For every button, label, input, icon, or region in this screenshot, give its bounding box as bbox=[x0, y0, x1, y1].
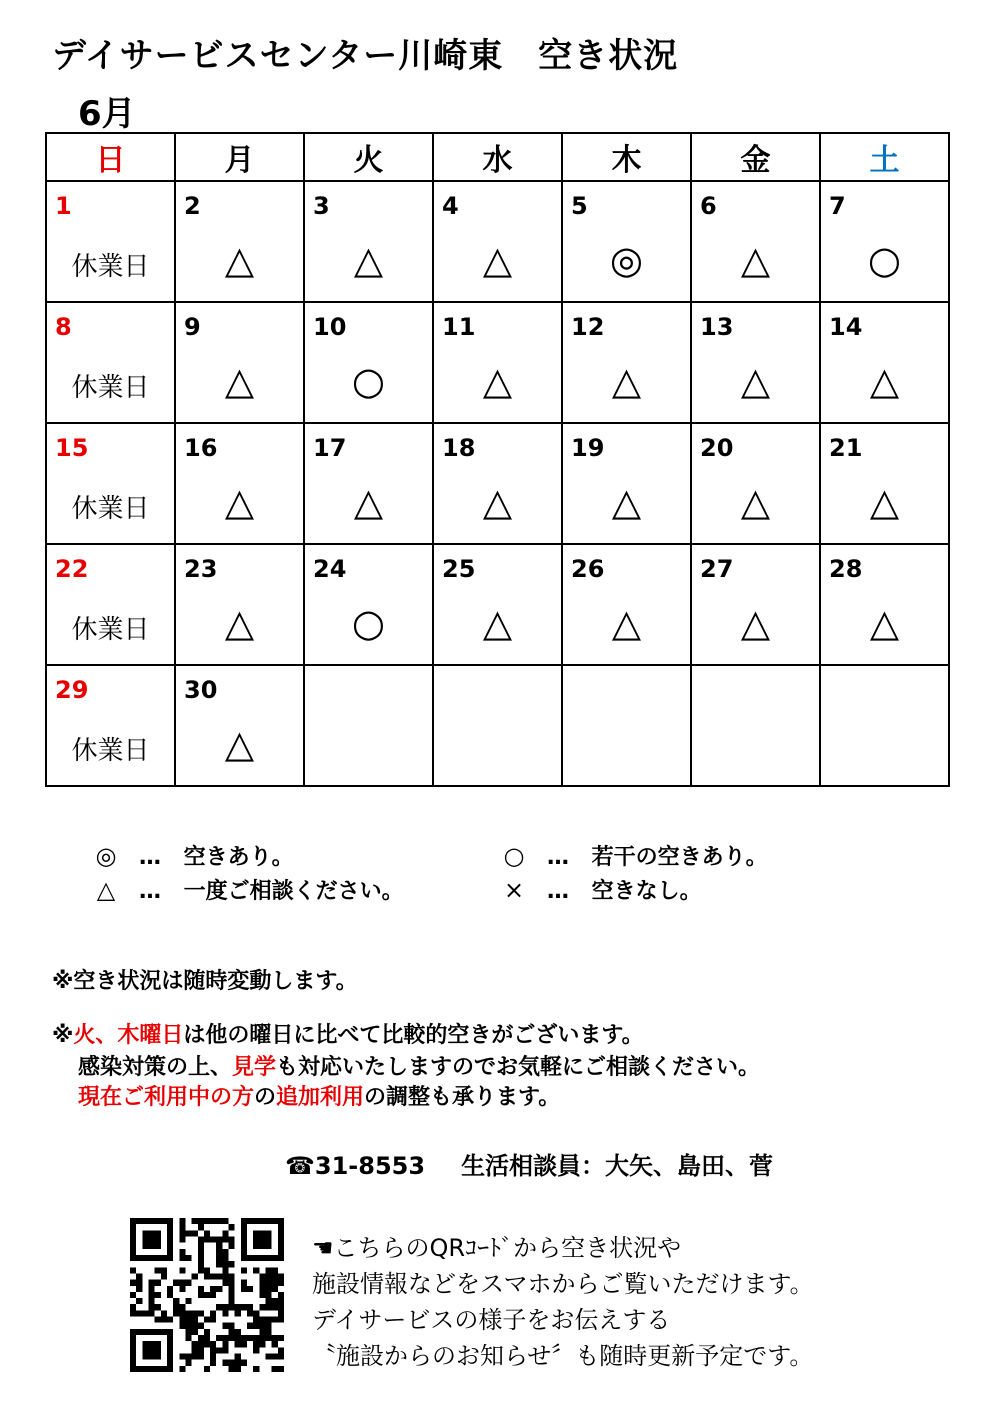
availability-calendar bbox=[45, 132, 950, 787]
availability-mark: △ bbox=[611, 359, 642, 403]
calendar-day-cell bbox=[175, 544, 304, 665]
availability-mark: △ bbox=[224, 601, 255, 645]
closed-day-label: 休業日 bbox=[71, 615, 150, 645]
calendar-day-cell bbox=[820, 544, 949, 665]
calendar-day-cell bbox=[433, 302, 562, 423]
calendar-day-cell bbox=[691, 181, 820, 302]
day-number: 11 bbox=[442, 313, 476, 341]
day-number: 30 bbox=[184, 676, 218, 704]
availability-mark: △ bbox=[869, 601, 900, 645]
legend-text: 一度ご相談ください。 bbox=[183, 879, 404, 904]
availability-mark: ○ bbox=[351, 601, 386, 645]
day-number: 20 bbox=[700, 434, 734, 462]
calendar-day-cell bbox=[433, 423, 562, 544]
day-number: 19 bbox=[571, 434, 605, 462]
day-number: 17 bbox=[313, 434, 347, 462]
closed-day-label: 休業日 bbox=[71, 252, 150, 282]
day-number: 1 bbox=[55, 192, 72, 220]
availability-mark: △ bbox=[869, 480, 900, 524]
day-number: 14 bbox=[829, 313, 863, 341]
weekday-friday: 金 bbox=[691, 133, 820, 181]
day-number: 21 bbox=[829, 434, 863, 462]
cross-icon: × bbox=[503, 876, 525, 904]
calendar-day-cell bbox=[46, 302, 175, 423]
calendar-empty-cell bbox=[304, 665, 433, 786]
legend-item-consult: △ … 一度ご相談ください。 bbox=[88, 874, 404, 905]
calendar-week-row bbox=[46, 181, 949, 302]
availability-mark: △ bbox=[224, 238, 255, 282]
closed-day-label: 休業日 bbox=[71, 373, 150, 403]
weekday-header-row bbox=[46, 133, 949, 181]
closed-day-label: 休業日 bbox=[71, 494, 150, 524]
availability-mark: △ bbox=[611, 601, 642, 645]
weekday-wednesday: 水 bbox=[433, 133, 562, 181]
calendar-day-cell bbox=[46, 544, 175, 665]
legend-item-few: ○ … 若干の空きあり。 bbox=[496, 840, 768, 871]
day-number: 6 bbox=[700, 192, 717, 220]
day-number: 29 bbox=[55, 676, 89, 704]
legend-text: 空きなし。 bbox=[591, 879, 702, 904]
calendar-day-cell bbox=[46, 665, 175, 786]
calendar-day-cell bbox=[46, 181, 175, 302]
day-number: 13 bbox=[700, 313, 734, 341]
availability-mark: △ bbox=[482, 359, 513, 403]
calendar-day-cell bbox=[433, 181, 562, 302]
weekday-thursday: 木 bbox=[562, 133, 691, 181]
weekday-monday: 月 bbox=[175, 133, 304, 181]
qr-description-line: 施設情報などをスマホからご覧いただけます。 bbox=[312, 1270, 814, 1298]
availability-mark: △ bbox=[740, 601, 771, 645]
contact-info bbox=[285, 1146, 773, 1181]
day-number: 28 bbox=[829, 555, 863, 583]
calendar-day-cell bbox=[820, 423, 949, 544]
day-number: 25 bbox=[442, 555, 476, 583]
calendar-day-cell bbox=[562, 181, 691, 302]
triangle-icon: △ bbox=[96, 876, 116, 904]
calendar-day-cell bbox=[304, 544, 433, 665]
calendar-day-cell bbox=[175, 665, 304, 786]
calendar-day-cell bbox=[820, 181, 949, 302]
day-number: 16 bbox=[184, 434, 218, 462]
staff-names: 生活相談員：大矢、島田、菅 bbox=[461, 1152, 774, 1180]
calendar-week-row bbox=[46, 423, 949, 544]
availability-mark: △ bbox=[482, 480, 513, 524]
calendar-empty-cell bbox=[562, 665, 691, 786]
availability-mark: ○ bbox=[351, 359, 386, 403]
circle-icon: ○ bbox=[503, 842, 525, 870]
day-number: 26 bbox=[571, 555, 605, 583]
calendar-day-cell bbox=[691, 423, 820, 544]
qr-code-icon[interactable] bbox=[130, 1218, 284, 1372]
calendar-day-cell bbox=[562, 544, 691, 665]
calendar-empty-cell bbox=[691, 665, 820, 786]
availability-mark: △ bbox=[482, 601, 513, 645]
weekday-tuesday: 火 bbox=[304, 133, 433, 181]
day-number: 24 bbox=[313, 555, 347, 583]
calendar-day-cell bbox=[175, 181, 304, 302]
availability-mark: △ bbox=[224, 359, 255, 403]
availability-mark: △ bbox=[611, 480, 642, 524]
day-number: 8 bbox=[55, 313, 72, 341]
legend-text: 空きあり。 bbox=[183, 845, 294, 870]
calendar-day-cell bbox=[691, 302, 820, 423]
closed-day-label: 休業日 bbox=[71, 736, 150, 766]
availability-mark: △ bbox=[740, 359, 771, 403]
qr-description-line: ☚こちらのQRｺｰﾄﾞから空き状況や bbox=[312, 1234, 682, 1262]
weekday-saturday: 土 bbox=[820, 133, 949, 181]
day-number: 15 bbox=[55, 434, 89, 462]
calendar-day-cell bbox=[304, 423, 433, 544]
availability-mark: △ bbox=[482, 238, 513, 282]
weekday-sunday: 日 bbox=[46, 133, 175, 181]
legend-text: 若干の空きあり。 bbox=[591, 845, 768, 870]
day-number: 3 bbox=[313, 192, 330, 220]
day-number: 12 bbox=[571, 313, 605, 341]
day-number: 9 bbox=[184, 313, 201, 341]
day-number: 27 bbox=[700, 555, 734, 583]
calendar-week-row bbox=[46, 544, 949, 665]
calendar-day-cell bbox=[175, 302, 304, 423]
calendar-day-cell bbox=[175, 423, 304, 544]
calendar-week-row bbox=[46, 302, 949, 423]
calendar-day-cell bbox=[562, 302, 691, 423]
day-number: 4 bbox=[442, 192, 459, 220]
availability-mark: △ bbox=[353, 480, 384, 524]
day-number: 2 bbox=[184, 192, 201, 220]
double-circle-icon: ◎ bbox=[95, 842, 117, 870]
calendar-week-row bbox=[46, 665, 949, 786]
day-number: 7 bbox=[829, 192, 846, 220]
note-additional-use: 現在ご利用中の方の追加利用の調整も承ります。 bbox=[78, 1085, 561, 1110]
note-tour: 感染対策の上、見学も対応いたしますのでお気軽にご相談ください。 bbox=[78, 1055, 761, 1080]
calendar-day-cell bbox=[304, 302, 433, 423]
calendar-day-cell bbox=[562, 423, 691, 544]
month-label: 6月 bbox=[78, 94, 136, 134]
page-title: デイサービスセンター川崎東 空き状況 bbox=[52, 36, 679, 76]
availability-mark: ◎ bbox=[609, 238, 644, 282]
calendar-empty-cell bbox=[820, 665, 949, 786]
calendar-day-cell bbox=[433, 544, 562, 665]
note-tue-thu: ※火、木曜日は他の曜日に比べて比較的空きがございます。 bbox=[52, 1023, 644, 1048]
calendar-day-cell bbox=[46, 423, 175, 544]
phone-number: ☎31-8553 bbox=[285, 1152, 426, 1180]
availability-mark: △ bbox=[740, 238, 771, 282]
calendar-day-cell bbox=[691, 544, 820, 665]
day-number: 23 bbox=[184, 555, 218, 583]
calendar-day-cell bbox=[304, 181, 433, 302]
availability-mark: △ bbox=[869, 359, 900, 403]
calendar-body bbox=[46, 181, 949, 786]
legend-item-none: × … 空きなし。 bbox=[496, 874, 702, 905]
availability-mark: △ bbox=[353, 238, 384, 282]
qr-description-line: デイサービスの様子をお伝えする bbox=[312, 1306, 671, 1334]
qr-description-line: 〝施設からのお知らせ〞も随時更新予定です。 bbox=[312, 1342, 814, 1370]
availability-mark: △ bbox=[224, 480, 255, 524]
calendar-day-cell bbox=[820, 302, 949, 423]
legend-item-available: ◎ … 空きあり。 bbox=[88, 840, 294, 871]
availability-mark: ○ bbox=[867, 238, 902, 282]
day-number: 5 bbox=[571, 192, 588, 220]
note-availability-changes: ※空き状況は随時変動します。 bbox=[52, 969, 358, 994]
day-number: 10 bbox=[313, 313, 347, 341]
day-number: 22 bbox=[55, 555, 89, 583]
availability-mark: △ bbox=[224, 722, 255, 766]
day-number: 18 bbox=[442, 434, 476, 462]
availability-mark: △ bbox=[740, 480, 771, 524]
calendar-empty-cell bbox=[433, 665, 562, 786]
